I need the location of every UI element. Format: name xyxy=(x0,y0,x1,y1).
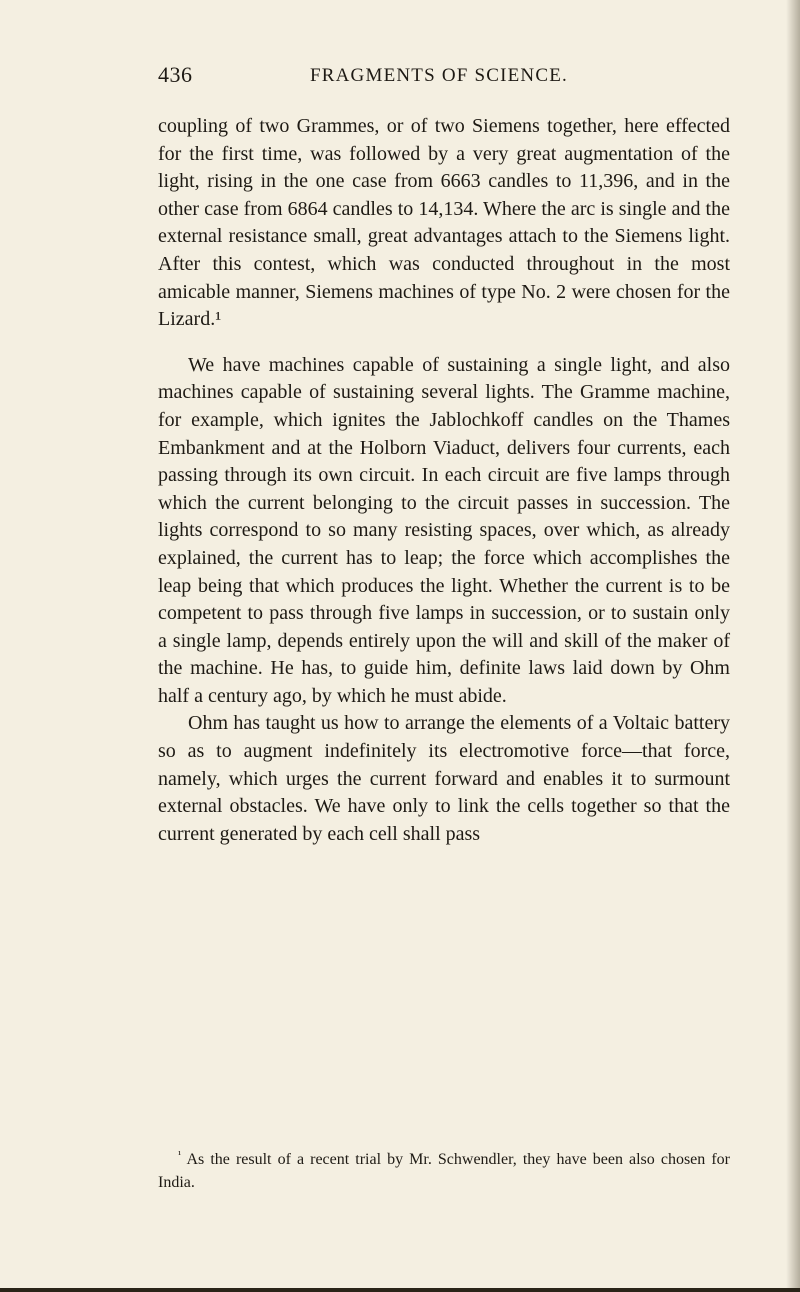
footnote xyxy=(158,1144,730,1194)
paragraph-2: We have machines capable of sustaining a single light, and also machines capable of sustaining several lights. The Gramme machine, for example, which ignites the Jablochkoff candles on the Thames Embankment and at the Holborn Viaduct, delivers four currents, each passing through its own circuit. In each circuit are five lamps through which the current belonging to the circuit passes in succession. The lights correspond to so many resisting spaces, over which, as already explained, the current has to leap; the force which accomplishes the leap being that which produces the light. Whether the current is to be competent to pass through five lamps in succession, or to sustain only a single lamp, depends entirely upon the will and skill of the maker of the machine. He has, to guide him, definite laws laid down by Ohm half a century ago, by which he must abide. xyxy=(158,353,730,707)
paragraph-1: coupling of two Grammes, or of two Siemens together, here effected for the first time, was followed by a very great augmentation of the light, rising in the one case from 6663 candles to 11,396, and in the other case from 6864 candles to 14,134. Where the arc is single and the external resistance small, great advantages attach to the Siemens light. After this contest, which was conducted throughout in the most amicable manner, Siemens machines of type No. 2 were chosen for the Lizard.¹ xyxy=(158,115,730,331)
footnote-text: As the result of a recent trial by Mr. Schwendler, they have been also chosen for India. xyxy=(158,1151,730,1191)
running-head: FRAGMENTS OF SCIENCE. xyxy=(310,65,568,86)
page-edge-shadow xyxy=(786,0,800,1292)
page-number: 436 xyxy=(158,62,193,87)
footnote-mark: ¹ xyxy=(178,1149,182,1161)
body-text xyxy=(158,113,730,848)
bottom-edge xyxy=(0,1288,800,1292)
page-header xyxy=(158,62,718,96)
paragraph-3: Ohm has taught us how to arrange the elements of a Voltaic battery so as to augment indefinitely its electromotive force—that force, namely, which urges the current forward and enables it to surmount external obstacles. We have only to link the cells together so that the current generated by each cell shall pass xyxy=(158,712,730,845)
